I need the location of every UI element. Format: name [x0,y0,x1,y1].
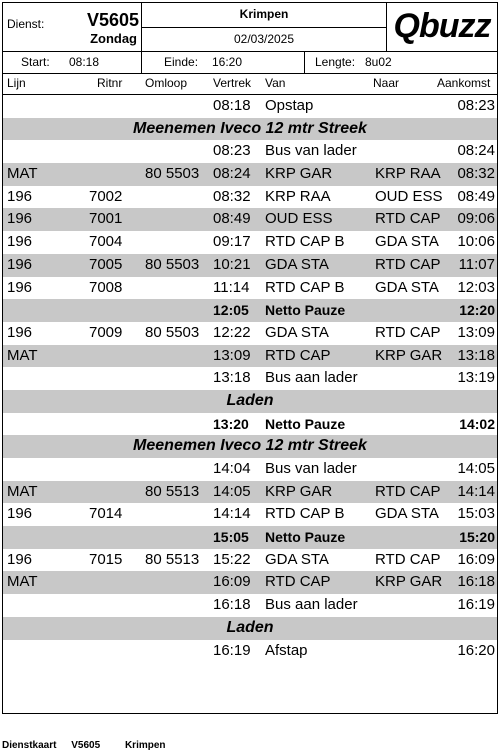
cell-vertrek: 08:24 [213,165,251,183]
cell-vertrek: 08:32 [213,187,251,205]
cell-vertrek: 12:22 [213,323,251,341]
cell-vertrek: 13:09 [213,346,251,364]
cell-naar: GDA STA [375,505,439,523]
pause-row [3,413,497,436]
cell-vertrek: 10:21 [213,255,251,273]
cell-van: GDA STA [265,255,329,273]
cell-aankomst: 16:09 [457,550,495,568]
section-row: Laden [3,617,497,640]
cell-vertrek: 14:05 [213,482,251,500]
cell-aankomst: 14:14 [457,482,495,500]
dienst-number: V5605 [86,10,139,30]
cell-lijn: 196 [7,255,33,273]
cell-vertrek: 13:20 [213,415,249,432]
table-header [3,74,497,95]
cell-aankomst: 08:23 [457,97,495,114]
trip-row [3,254,497,277]
length-cell [305,51,497,73]
trip-row [3,208,497,231]
cell-van: RTD CAP B [265,278,345,296]
cell-van: KRP GAR [265,165,333,183]
cell-vertrek: 16:09 [213,573,251,591]
length-label: Lengte: [315,55,356,69]
dienst-label: Dienst: [7,17,45,31]
cell-omloop: 80 5503 [145,255,200,273]
cell-van: Netto Pauze [265,529,346,546]
start-label: Start: [21,55,50,69]
cell-ritnr: 7009 [89,323,123,341]
cell-omloop: 80 5503 [145,323,200,341]
cell-lijn: 196 [7,505,33,523]
cell-omloop: 80 5513 [145,550,200,568]
cell-aankomst: 16:19 [457,596,495,614]
cell-aankomst: 14:05 [457,460,495,477]
cell-van: RTD CAP B [265,233,345,251]
cell-naar: RTD CAP [375,210,441,228]
cell-van: Afstap [265,641,308,659]
cell-van: OUD ESS [265,210,333,228]
start-cell [3,51,141,73]
col-naar: Naar [373,76,400,90]
col-lijn: Lijn [7,76,26,90]
cell-van: Bus aan lader [265,596,358,614]
cell-aankomst: 13:19 [457,369,495,387]
cell-naar: GDA STA [375,278,439,296]
cell-ritnr: 7014 [89,505,123,523]
cell-naar: RTD CAP [375,255,441,273]
cell-ritnr: 7005 [89,255,123,273]
cell-naar: OUD ESS [375,187,443,205]
cell-aankomst: 14:02 [459,415,495,432]
trip-row [3,594,497,617]
cell-van: RTD CAP B [265,505,345,523]
cell-vertrek: 15:05 [213,529,249,546]
service-date: 02/03/2025 [233,32,295,46]
cell-vertrek: 12:05 [213,302,249,319]
shift-times-row [3,51,497,74]
logo-text: Qbuzz [393,7,491,45]
cell-naar: RTD CAP [375,482,441,500]
col-omloop: Omloop [145,76,188,90]
cell-aankomst: 15:20 [459,529,495,546]
cell-naar: GDA STA [375,233,439,251]
cell-aankomst: 08:32 [457,165,495,183]
cell-vertrek: 08:18 [213,97,251,114]
trip-row [3,95,497,118]
location-block [142,3,386,51]
col-ritnr: Ritnr [97,76,123,90]
cell-aankomst: 12:03 [457,278,495,296]
trip-row [3,322,497,345]
pause-row [3,526,497,549]
cell-van: KRP RAA [265,187,331,205]
end-label: Einde: [164,55,199,69]
service-card [2,2,498,714]
cell-lijn: MAT [7,482,38,500]
brand-logo [387,3,497,51]
cell-vertrek: 08:49 [213,210,251,228]
cell-van: Bus van lader [265,142,357,160]
cell-van: GDA STA [265,323,329,341]
cell-aankomst: 09:06 [457,210,495,228]
section-row: Laden [3,390,497,413]
col-aankomst: Aankomst [437,76,491,90]
location-name: Krimpen [142,3,386,28]
cell-van: Bus aan lader [265,369,358,387]
cell-aankomst: 15:03 [457,505,495,523]
page-footer [2,740,178,751]
day-label: Zondag [90,31,137,46]
col-vertrek: Vertrek [213,76,252,90]
footer-location: Krimpen [124,740,166,751]
cell-van: GDA STA [265,550,329,568]
trip-row [3,345,497,368]
section-row: Meenemen Iveco 12 mtr Streek [3,435,497,458]
cell-lijn: MAT [7,346,38,364]
cell-van: KRP GAR [265,482,333,500]
cell-omloop: 80 5513 [145,482,200,500]
footer-dienst: V5605 [71,740,101,751]
cell-lijn: 196 [7,323,33,341]
cell-lijn: 196 [7,278,33,296]
section-row: Meenemen Iveco 12 mtr Streek [3,118,497,141]
cell-aankomst: 16:20 [457,641,495,659]
cell-lijn: 196 [7,187,33,205]
trip-row [3,503,497,526]
cell-naar: KRP GAR [375,346,443,364]
cell-aankomst: 13:09 [457,323,495,341]
cell-aankomst: 10:06 [457,233,495,251]
length-value: 8u02 [365,55,392,69]
trip-row [3,458,497,481]
cell-ritnr: 7015 [89,550,123,568]
footer-label: Dienstkaart [2,740,57,751]
trip-row [3,186,497,209]
end-time: 16:20 [212,55,243,69]
start-time: 08:18 [69,55,100,69]
cell-vertrek: 11:14 [213,278,250,296]
cell-vertrek: 15:22 [213,550,251,568]
cell-vertrek: 16:19 [213,641,251,659]
trip-row [3,640,497,663]
cell-naar: KRP GAR [375,573,443,591]
cell-aankomst: 11:07 [458,255,495,273]
cell-van: Bus van lader [265,460,357,477]
cell-naar: KRP RAA [375,165,441,183]
cell-lijn: MAT [7,165,38,183]
cell-vertrek: 14:14 [213,505,251,523]
cell-van: Netto Pauze [265,415,346,432]
dienst-block [3,3,141,51]
col-van: Van [265,76,286,90]
cell-vertrek: 09:17 [213,233,251,251]
trip-row [3,163,497,186]
pause-row [3,299,497,322]
cell-van: Netto Pauze [265,302,346,319]
cell-ritnr: 7008 [89,278,123,296]
trip-row [3,231,497,254]
cell-naar: RTD CAP [375,323,441,341]
trip-row [3,549,497,572]
cell-ritnr: 7004 [89,233,123,251]
cell-van: RTD CAP [265,573,331,591]
cell-lijn: 196 [7,233,33,251]
card-header [3,3,497,52]
cell-lijn: 196 [7,550,33,568]
trip-row [3,140,497,163]
cell-aankomst: 08:49 [457,187,495,205]
cell-vertrek: 08:23 [213,142,251,160]
cell-naar: RTD CAP [375,550,441,568]
cell-aankomst: 13:18 [457,346,495,364]
end-cell [142,51,304,73]
trip-row [3,277,497,300]
cell-omloop: 80 5503 [145,165,200,183]
trip-row [3,571,497,594]
trip-row [3,367,497,390]
cell-vertrek: 13:18 [213,369,251,387]
cell-van: RTD CAP [265,346,331,364]
trip-table [3,95,497,662]
cell-vertrek: 16:18 [213,596,251,614]
cell-van: Opstap [265,97,314,114]
cell-lijn: 196 [7,210,33,228]
cell-ritnr: 7001 [89,210,123,228]
cell-vertrek: 14:04 [213,460,251,477]
trip-row [3,481,497,504]
cell-ritnr: 7002 [89,187,123,205]
cell-lijn: MAT [7,573,38,591]
cell-aankomst: 12:20 [459,302,495,319]
cell-aankomst: 08:24 [457,142,495,160]
cell-aankomst: 16:18 [457,573,495,591]
